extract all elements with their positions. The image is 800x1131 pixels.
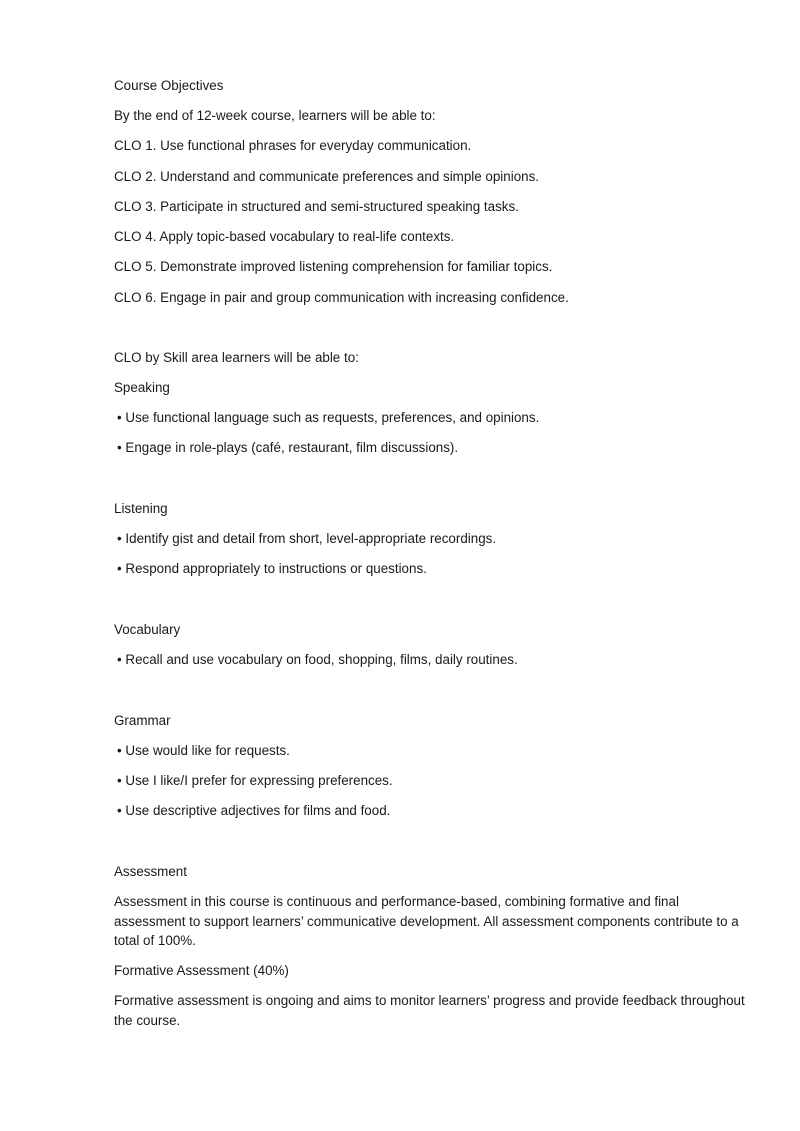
speaking-heading: Speaking (114, 380, 170, 395)
clo-by-skill-intro: CLO by Skill area learners will be able to: (114, 350, 359, 365)
vocabulary-bullet: • Recall and use vocabulary on food, shopping, films, daily routines. (117, 652, 518, 667)
listening-heading: Listening (114, 501, 168, 516)
course-objectives-heading: Course Objectives (114, 78, 224, 93)
vocabulary-heading: Vocabulary (114, 622, 181, 637)
clo-item: CLO 2. Understand and communicate preferences and simple opinions. (114, 169, 540, 184)
formative-assessment-heading: Formative Assessment (40%) (114, 963, 289, 978)
course-objectives-intro: By the end of 12-week course, learners will be able to: (114, 108, 436, 123)
speaking-bullet: • Use functional language such as requests, preferences, and opinions. (117, 410, 540, 425)
clo-item: CLO 5. Demonstrate improved listening comprehension for familiar topics. (114, 259, 553, 274)
assessment-heading: Assessment (114, 864, 187, 879)
clo-item: CLO 6. Engage in pair and group communication with increasing confidence. (114, 290, 569, 305)
grammar-bullet: • Use would like for requests. (117, 743, 290, 758)
clo-item: CLO 4. Apply topic-based vocabulary to real-life contexts. (114, 229, 455, 244)
speaking-bullet: • Engage in role-plays (café, restaurant, film discussions). (117, 440, 459, 455)
clo-item: CLO 1. Use functional phrases for everyday communication. (114, 138, 472, 153)
grammar-bullet: • Use descriptive adjectives for films and food. (117, 803, 391, 818)
listening-bullet: • Identify gist and detail from short, level-appropriate recordings. (117, 531, 497, 546)
grammar-bullet: • Use I like/I prefer for expressing preferences. (117, 773, 393, 788)
listening-bullet: • Respond appropriately to instructions or questions. (117, 561, 427, 576)
formative-assessment-paragraph: Formative assessment is ongoing and aims to monitor learners’ progress and provide feedback throughout the course. (114, 993, 745, 1028)
grammar-heading: Grammar (114, 713, 171, 728)
clo-item: CLO 3. Participate in structured and semi-structured speaking tasks. (114, 199, 519, 214)
assessment-paragraph: Assessment in this course is continuous and performance-based, combining formative and final assessment to support learners’ communicative development. All assessment components contribute to a total of 100%. (114, 894, 739, 948)
